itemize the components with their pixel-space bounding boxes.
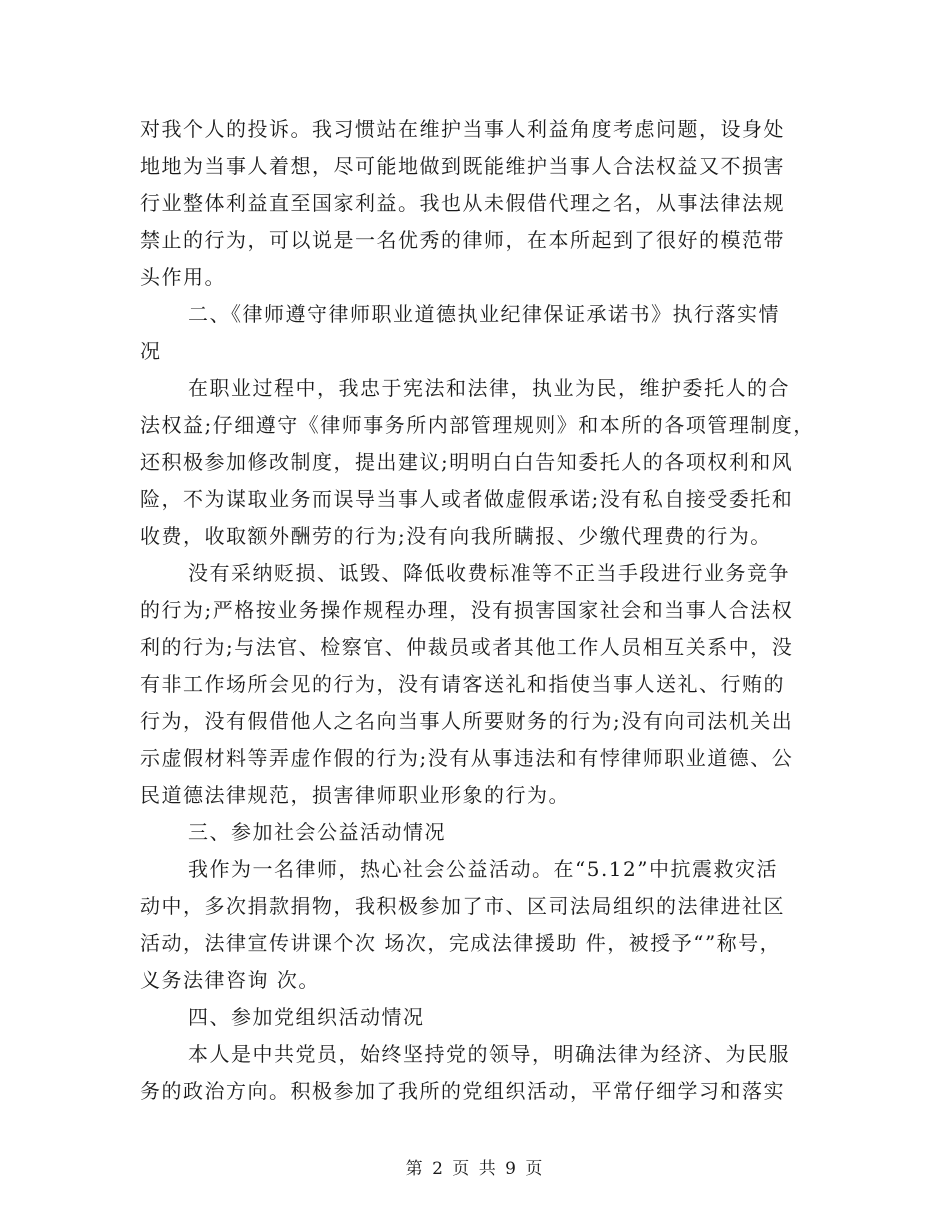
text-line: 行业整体利益直至国家利益。我也从未假借代理之名，从事法律法规	[140, 191, 785, 215]
text-line: 利的行为;与法官、检察官、仲裁员或者其他工作人员相互关系中，没	[140, 635, 794, 659]
text-line: 示虚假材料等弄虚作假的行为;没有从事违法和有悖律师职业道德、公	[140, 746, 794, 770]
text-line: 险，不为谋取业务而误导当事人或者做虚假承诺;没有私自接受委托和	[140, 487, 794, 511]
paragraph-start: 我作为一名律师，热心社会公益活动。在“5.12”中抗震救灾活	[188, 857, 778, 881]
text-line: 地地为当事人着想，尽可能地做到既能维护当事人合法权益又不损害	[140, 154, 785, 178]
text-line: 法权益;仔细遵守《律师事务所内部管理规则》和本所的各项管理制度，	[140, 413, 815, 437]
page-number-footer: 第 2 页 共 9 页	[405, 1159, 545, 1179]
paragraph-start: 在职业过程中，我忠于宪法和法律，执业为民，维护委托人的合	[188, 376, 790, 400]
text-line: 行为，没有假借他人之名向当事人所要财务的行为;没有向司法机关出	[140, 709, 794, 733]
section-heading: 三、参加社会公益活动情况	[188, 820, 446, 844]
text-line: 对我个人的投诉。我习惯站在维护当事人利益角度考虑问题，设身处	[140, 117, 785, 141]
text-line: 还积极参加修改制度，提出建议;明明白白告知委托人的各项权利和风	[140, 450, 794, 474]
section-heading-continuation: 况	[140, 339, 162, 363]
text-line: 民道德法律规范，损害律师职业形象的行为。	[140, 783, 570, 807]
text-line: 务的政治方向。积极参加了我所的党组织活动，平常仔细学习和落实	[140, 1079, 785, 1103]
text-line: 头作用。	[140, 265, 226, 289]
text-line: 动中，多次捐款捐物，我积极参加了市、区司法局组织的法律进社区	[140, 894, 785, 918]
text-line: 禁止的行为，可以说是一名优秀的律师，在本所起到了很好的模范带	[140, 228, 785, 252]
section-heading: 四、参加党组织活动情况	[188, 1005, 425, 1029]
paragraph-start: 本人是中共党员，始终坚持党的领导，明确法律为经济、为民服	[188, 1042, 790, 1066]
text-line: 活动，法律宣传讲课个次 场次，完成法律援助 件，被授予“”称号，	[140, 931, 782, 955]
paragraph-start: 没有采纳贬损、诋毁、降低收费标准等不正当手段进行业务竞争	[188, 561, 790, 585]
section-heading: 二、《律师遵守律师职业道德执业纪律保证承诺书》执行落实情	[188, 302, 780, 326]
text-line: 的行为;严格按业务操作规程办理，没有损害国家社会和当事人合法权	[140, 598, 794, 622]
text-line: 义务法律咨询 次。	[140, 968, 320, 992]
text-line: 有非工作场所会见的行为，没有请客送礼和指使当事人送礼、行贿的	[140, 672, 785, 696]
text-line: 收费，收取额外酬劳的行为;没有向我所瞒报、少缴代理费的行为。	[140, 524, 772, 548]
